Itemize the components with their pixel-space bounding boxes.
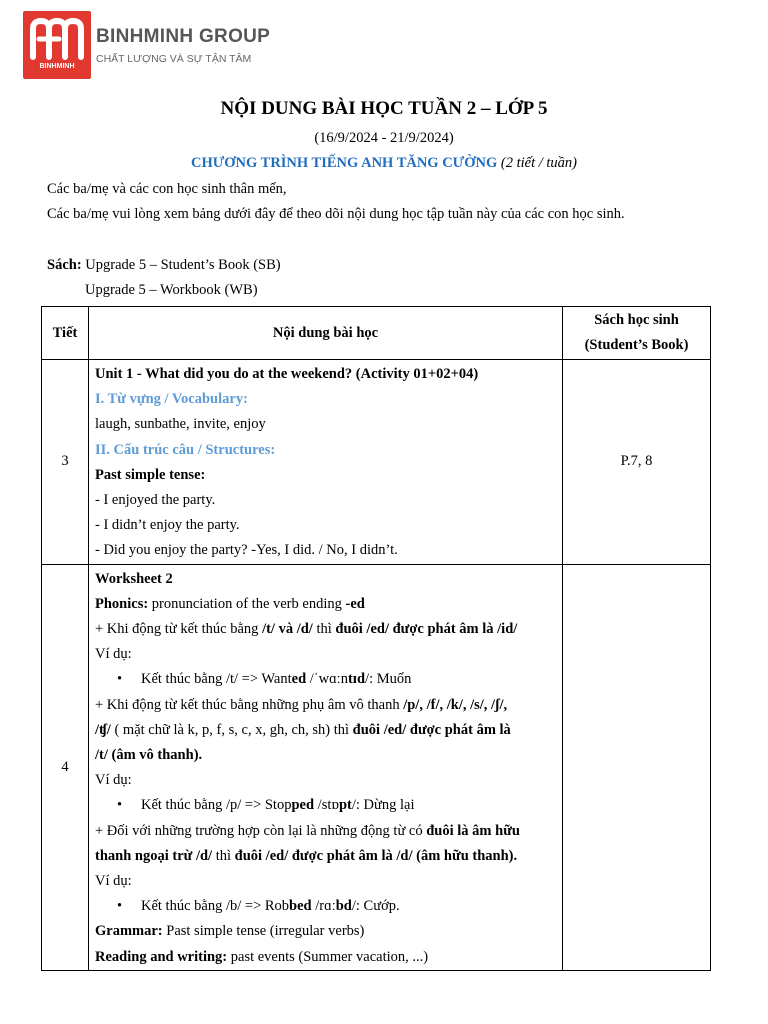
grammar-line: [95, 919, 556, 944]
example-label: Ví dụ:: [95, 646, 132, 663]
vocab-heading: I. Từ vựng / Vocabulary:: [95, 391, 248, 408]
bullet-2-c: /stɒ: [314, 797, 339, 814]
example-bullet: [95, 894, 556, 919]
rule-1-then: thì: [312, 621, 336, 638]
example-label: Ví dụ:: [95, 873, 132, 890]
unit-title: Unit 1 - What did you do at the weekend? (Activity 01+02+04): [95, 366, 479, 382]
phonics-label: Phonics:: [95, 595, 149, 612]
books-line: [47, 257, 281, 274]
intro-text: Các ba/mẹ vui lòng xem bảng dưới đây để theo dõi nội dung học tập tuần này của các con học sinh.: [47, 206, 625, 222]
logo-mark-icon: [29, 17, 85, 61]
bullet-3-c: /rɑː: [311, 898, 336, 915]
bullet-1-e: /: Muốn: [365, 671, 412, 688]
row2-content: [89, 564, 563, 970]
rule-3-except: thanh ngoại trừ /d/: [95, 847, 213, 864]
table-row: [42, 360, 711, 565]
row2-pages: [563, 564, 711, 970]
vocab-list: laugh, sunbathe, invite, enjoy: [95, 416, 266, 433]
header-book: [563, 307, 711, 360]
lesson-table: [41, 306, 711, 971]
bullet-1-b: ed: [291, 671, 307, 688]
logo-sub-label: BINHMINH: [39, 63, 75, 70]
page-title: NỘI DUNG BÀI HỌC TUẦN 2 – LỚP 5: [220, 98, 548, 119]
rule-2-sounds: /p/, /f/, /k/, /s/, /ʃ/,: [403, 696, 508, 713]
bullet-1-c: /ˈwɑːn: [306, 671, 348, 688]
bullet-3-a: Kết thúc bằng /b/ => Rob: [141, 898, 290, 915]
table-header-row: [42, 307, 711, 360]
example-label: Ví dụ:: [95, 772, 132, 789]
row1-pages: P.7, 8: [563, 360, 711, 565]
example-3: - Did you enjoy the party? -Yes, I did. / No, I didn’t.: [95, 542, 398, 559]
brand-tagline: CHẤT LƯỢNG VÀ SỰ TẬN TÂM: [96, 53, 252, 65]
bullet-1-d: tɪd: [347, 671, 366, 688]
rule-2-result: đuôi /ed/ được phát âm là: [352, 721, 511, 738]
greeting: Các ba/mẹ và các con học sinh thân mến,: [47, 181, 287, 197]
company-logo: [23, 11, 91, 79]
reading-writing-label: Reading and writing:: [95, 948, 228, 965]
books-label: Sách:: [47, 257, 82, 273]
example-bullet: [95, 667, 556, 692]
rule-2-letters: ( mặt chữ là k, p, f, s, c, x, gh, ch, sh) thì: [110, 721, 353, 738]
rule-1-sounds: /t/ và /d/: [262, 621, 313, 638]
rule-2-sound-ch: /ʧ/: [95, 721, 111, 738]
example-bullet: [95, 793, 556, 818]
rule-3-cont: [95, 844, 556, 869]
header-period: Tiết: [42, 307, 89, 360]
bullet-2-e: /: Dừng lại: [351, 797, 415, 814]
book-sb: Upgrade 5 – Student’s Book (SB): [85, 257, 281, 273]
rule-3-text: + Đối với những trường hợp còn lại là những động từ có: [95, 822, 427, 839]
rule-3: [95, 819, 556, 844]
rule-3-voiced: đuôi là âm hữu: [426, 822, 520, 839]
worksheet-title: Worksheet 2: [95, 570, 173, 587]
rule-3-result: đuôi /ed/ được phát âm là /d/ (âm hữu thanh).: [234, 847, 518, 864]
table-row: [42, 564, 711, 970]
rule-1-result: đuôi /ed/ được phát âm là /id/: [335, 621, 518, 638]
rule-2-cont: [95, 718, 556, 743]
rule-2: [95, 693, 556, 718]
grammar-label: Grammar:: [95, 923, 163, 940]
row2-period: 4: [42, 564, 89, 970]
row1-content: [89, 360, 563, 565]
reading-writing-line: [95, 945, 556, 970]
date-range: (16/9/2024 - 21/9/2024): [314, 130, 454, 146]
tense-label: Past simple tense:: [95, 466, 206, 483]
book-wb: Upgrade 5 – Workbook (WB): [85, 282, 258, 298]
example-2: - I didn’t enjoy the party.: [95, 517, 240, 534]
header-content: Nội dung bài học: [89, 307, 563, 360]
rule-1: [95, 617, 556, 642]
bullet-2-d: pt: [338, 797, 352, 814]
phonics-line: [95, 592, 556, 617]
bullet-1-a: Kết thúc bằng /t/ => Want: [141, 671, 292, 688]
rule-2-end: /t/ (âm vô thanh).: [95, 747, 203, 764]
rule-3-then: thì: [212, 847, 235, 864]
bullet-3-b: bed: [289, 898, 312, 915]
program-line: [0, 155, 768, 172]
phonics-text: pronunciation of the verb ending: [148, 595, 346, 612]
rule-2-text: + Khi động từ kết thúc bằng những phụ âm vô thanh: [95, 696, 404, 713]
bullet-2-b: ped: [291, 797, 315, 814]
program-name: CHƯƠNG TRÌNH TIẾNG ANH TĂNG CƯỜNG: [190, 155, 498, 171]
phonics-ending: -ed: [345, 595, 365, 612]
bullet-3-e: /: Cướp.: [351, 898, 400, 915]
header-book-line1: Sách học sinh: [594, 312, 679, 328]
row1-period: 3: [42, 360, 89, 565]
rule-1-text: + Khi động từ kết thúc bằng: [95, 621, 263, 638]
bullet-3-d: bd: [335, 898, 352, 915]
bullet-2-a: Kết thúc bằng /p/ => Stop: [141, 797, 292, 814]
reading-writing-text: past events (Summer vacation, ...): [227, 948, 429, 965]
grammar-text: Past simple tense (irregular verbs): [162, 923, 365, 940]
structures-heading: II. Cấu trúc câu / Structures:: [95, 441, 276, 458]
brand-name: BINHMINH GROUP: [96, 26, 271, 47]
header-book-line2: (Student’s Book): [584, 337, 689, 353]
program-sessions: (2 tiết / tuần): [500, 155, 578, 171]
example-1: - I enjoyed the party.: [95, 492, 216, 509]
